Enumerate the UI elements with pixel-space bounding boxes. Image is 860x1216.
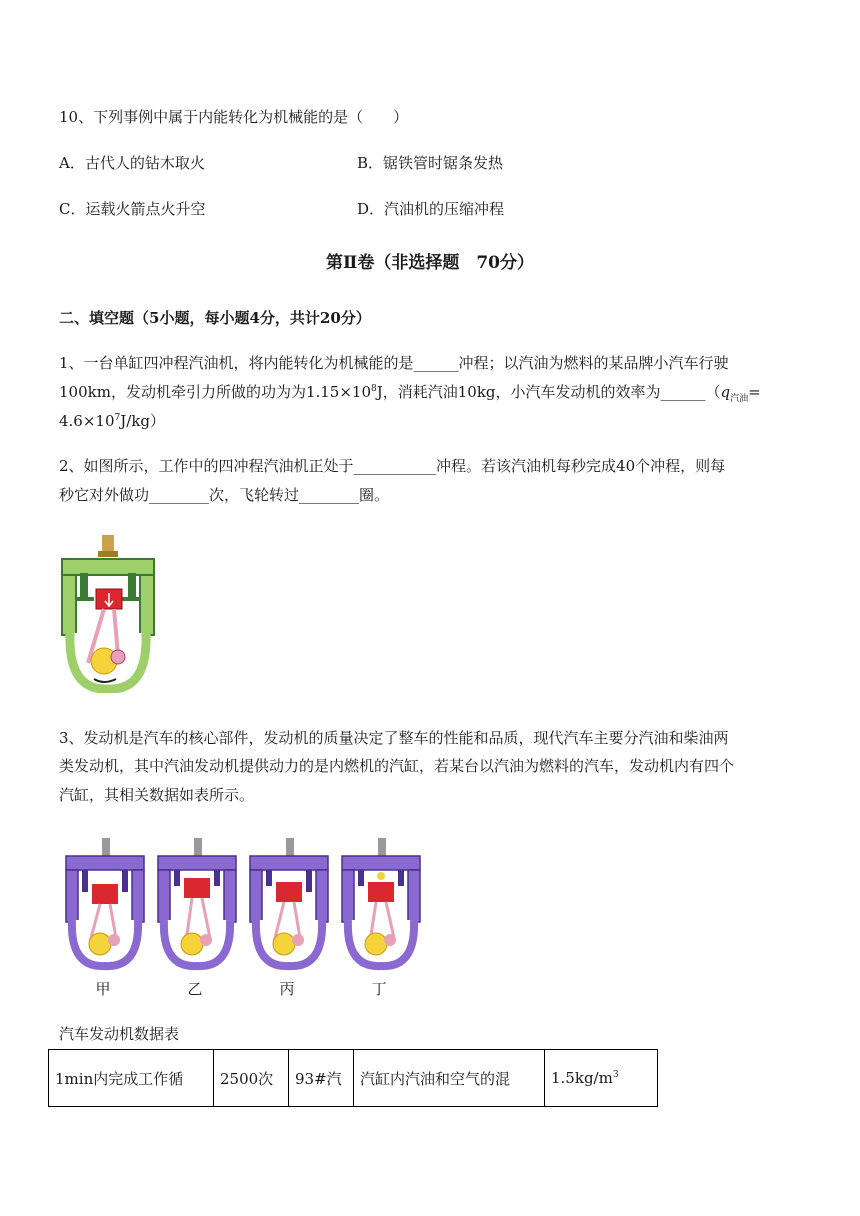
q1-line1: 1、一台单缸四冲程汽油机，将内能转化为机械能的是______冲程；以汽油为燃料的某品牌小汽车行驶 [59,354,729,372]
engine-data-table [48,1049,658,1107]
engine-stroke-bing [250,838,328,966]
q3-line3: 汽缸，其相关数据如表所示。 [59,786,255,804]
table-cell: 汽缸内汽油和空气的混 [354,1050,545,1107]
label-yi: 乙 [187,980,203,998]
q10-option-b: B．锯铁管时锯条发热 [357,154,504,172]
q10-option-d: D．汽油机的压缩冲程 [357,200,505,218]
engine-stroke-ding [342,838,420,966]
q10-stem: 10、下列事例中属于内能转化为机械能的是（ ） [59,108,409,126]
engine-strokes-figure [62,838,422,978]
q2-line2: 秒它对外做功________次，飞轮转过________圈。 [59,486,390,504]
label-jia: 甲 [95,980,111,998]
table-cell: 2500次 [214,1050,289,1107]
engine-stroke-yi [158,838,236,966]
q2-line1: 2、如图所示，工作中的四冲程汽油机正处于___________冲程。若该汽油机每秒完成40个冲程，则每 [59,457,726,475]
table-row [49,1050,658,1107]
label-bing: 丙 [279,980,295,998]
table-cell: 1min内完成工作循 [49,1050,214,1107]
intake-valve [80,573,88,599]
q1-line3: $4.6\times 10^7J/kg$） [59,412,166,430]
label-ding: 丁 [371,980,387,998]
part-title: 二、填空题（5小题，每小题4分，共计20分） [59,309,371,327]
table-caption: 汽车发动机数据表 [59,1025,180,1043]
table-cell: $1.5kg/m^3$ [545,1050,658,1107]
engine-stroke-jia [66,838,144,966]
q10-option-c: C．运载火箭点火升空 [59,200,206,218]
q1-line2: 100km，发动机牵引力所做的功为为$1.15\times 10^8J$，消耗汽油10kg，小汽车发动机的效率为$\_\_\_\_\_\_(q_{汽油}=$ [59,383,761,404]
table-cell: 93#汽 [289,1050,354,1107]
q3-line1: 3、发动机是汽车的核心部件，发动机的质量决定了整车的性能和品质，现代汽车主要分汽油和柴油两 [59,729,729,747]
exhaust-valve [128,573,136,599]
q3-line2: 类发动机，其中汽油发动机提供动力的是内燃机的汽缸，若某台以汽油为燃料的汽车，发动机内有四个 [59,757,735,775]
section-title: 第Ⅱ卷（非选择题 70分） [326,253,534,273]
spark-plug [102,535,114,553]
engine-diagram-q2 [58,533,158,693]
q10-option-a: A．古代人的钻木取火 [59,154,205,172]
